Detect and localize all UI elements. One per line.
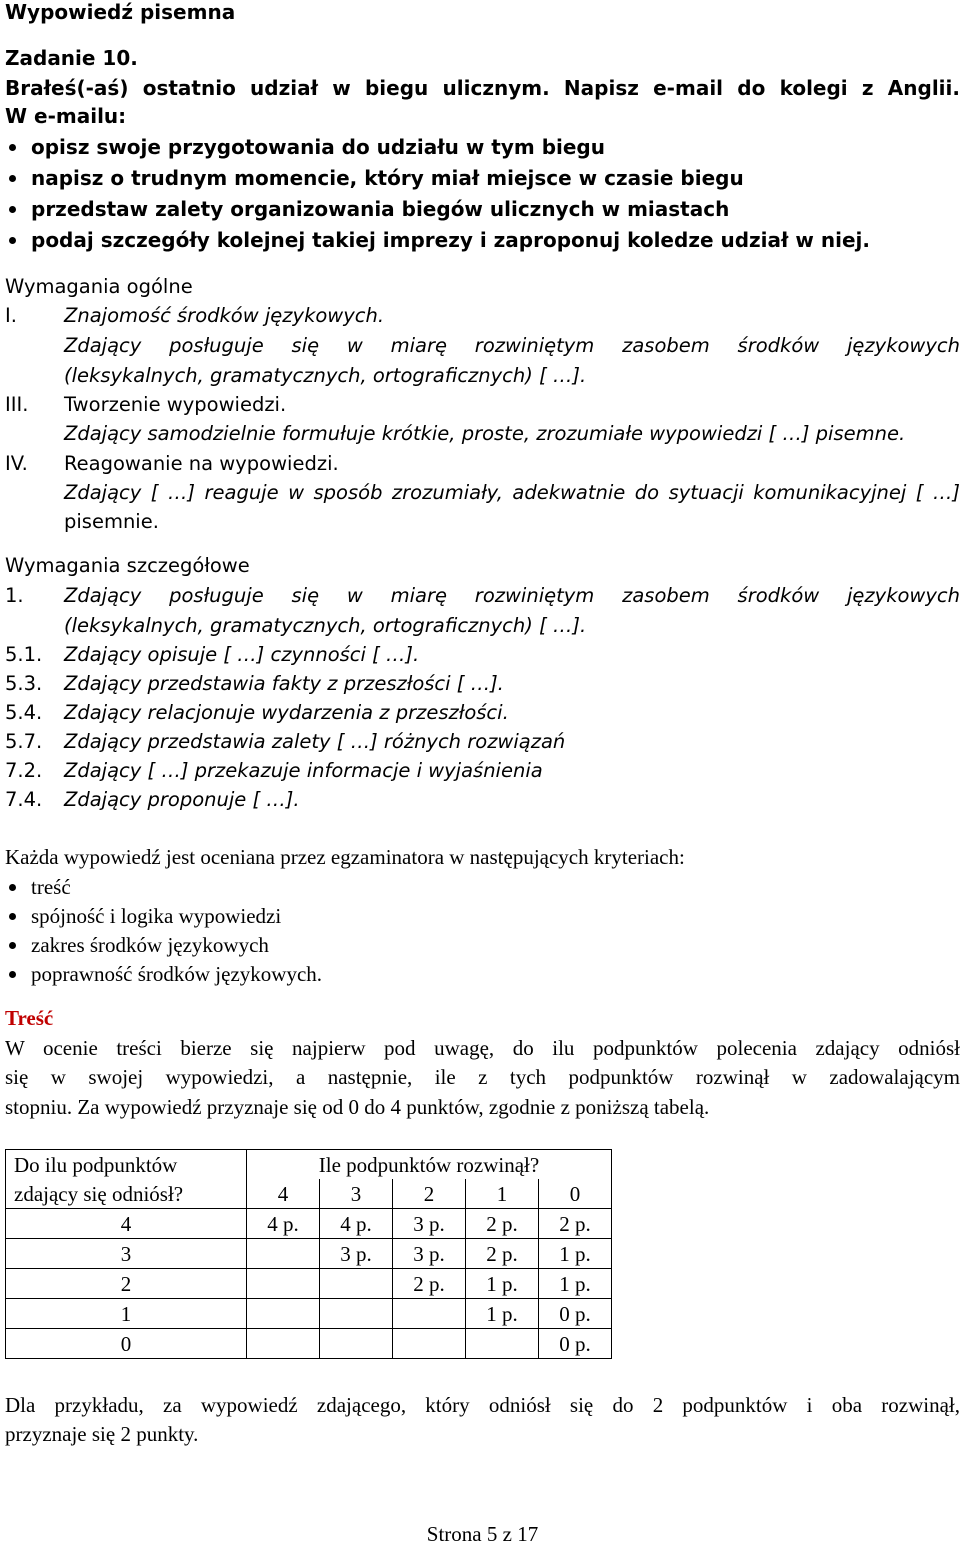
table-cell — [393, 1329, 466, 1359]
task-intro: Brałeś(-aś) ostatnio udział w biegu ulicznym. Napisz e-mail do kolegi z Anglii. — [5, 76, 960, 100]
table-cell: 4 p. — [320, 1209, 393, 1239]
general-item-desc: pisemnie. — [64, 510, 159, 533]
task-point: napisz o trudnym momencie, który miał miejsce w czasie biegu — [5, 163, 960, 193]
bullet-icon — [9, 206, 16, 213]
example-line: Dla przykładu, za wypowiedź zdającego, który odniósł się do 2 podpunktów i oba rozwinął, — [5, 1393, 960, 1417]
bullet-icon — [9, 913, 16, 920]
table-cell: 4 p. — [247, 1209, 320, 1239]
table-cell: 1 p. — [539, 1239, 612, 1269]
bullet-icon — [9, 971, 16, 978]
table-cell: 2 p. — [393, 1269, 466, 1299]
criteria-item: spójność i logika wypowiedzi — [5, 901, 960, 931]
general-item-desc: Zdający posługuje się w miarę rozwiniętym zasobem środków językowych — [64, 334, 960, 357]
task-point: przedstaw zalety organizowania biegów ulicznych w miastach — [5, 194, 960, 224]
table-row — [6, 1269, 612, 1299]
row-header-line1: Do ilu podpunktów — [6, 1150, 247, 1180]
criteria-item: poprawność środków językowych. — [5, 959, 960, 989]
column-number: 3 — [320, 1179, 393, 1209]
task-lead: W e-mailu: — [5, 104, 127, 128]
table-cell — [320, 1329, 393, 1359]
bullet-icon — [9, 942, 16, 949]
row-label: 4 — [6, 1209, 247, 1239]
column-number: 0 — [539, 1179, 612, 1209]
table-cell: 1 p. — [466, 1299, 539, 1329]
criteria-item: zakres środków językowych — [5, 930, 960, 960]
table-cell — [320, 1299, 393, 1329]
bullet-icon — [9, 144, 16, 151]
table-cell — [247, 1239, 320, 1269]
table-cell: 2 p. — [466, 1239, 539, 1269]
detailed-item-text: Zdający posługuje się w miarę rozwiniętym zasobem środków językowych — [64, 584, 960, 607]
task-point: opisz swoje przygotowania do udziału w tym biegu — [5, 132, 960, 162]
table-cell — [320, 1269, 393, 1299]
bullet-icon — [9, 175, 16, 182]
column-number: 4 — [247, 1179, 320, 1209]
table-cell — [393, 1299, 466, 1329]
general-item-desc: (leksykalnych, gramatycznych, ortograficznych) [ …]. — [64, 364, 587, 387]
table-cell: 3 p. — [320, 1239, 393, 1269]
section-heading: Wypowiedź pisemna — [5, 0, 236, 24]
table-row — [6, 1239, 612, 1269]
column-number: 1 — [466, 1179, 539, 1209]
table-cell — [466, 1329, 539, 1359]
table-cell: 2 p. — [539, 1209, 612, 1239]
table-cell: 2 p. — [466, 1209, 539, 1239]
column-header: Ile podpunktów rozwinął? — [247, 1150, 612, 1180]
page-footer: Strona 5 z 17 — [426, 1522, 539, 1546]
general-requirements-title: Wymagania ogólne — [5, 275, 193, 298]
bullet-icon — [9, 237, 16, 244]
table-row — [6, 1209, 612, 1239]
table-cell — [247, 1329, 320, 1359]
content-heading: Treść — [5, 1006, 54, 1030]
scoring-table — [5, 1149, 612, 1359]
table-row — [6, 1329, 612, 1359]
criteria-intro: Każda wypowiedź jest oceniana przez egzaminatora w następujących kryteriach: — [5, 845, 685, 869]
row-label: 2 — [6, 1269, 247, 1299]
row-header-line2: zdający się odniósł? — [6, 1179, 247, 1209]
table-cell: 0 p. — [539, 1299, 612, 1329]
table-cell: 1 p. — [466, 1269, 539, 1299]
table-cell — [247, 1299, 320, 1329]
task-number: Zadanie 10. — [5, 46, 138, 70]
content-paragraph-line: W ocenie treści bierze się najpierw pod uwagę, do ilu podpunktów polecenia zdający odniósł — [5, 1036, 960, 1060]
table-row — [6, 1299, 612, 1329]
row-label: 3 — [6, 1239, 247, 1269]
general-item-desc: Zdający samodzielnie formułuje krótkie, proste, zrozumiałe wypowiedzi [ …] pisemne. — [64, 422, 906, 445]
table-cell: 0 p. — [539, 1329, 612, 1359]
table-cell: 1 p. — [539, 1269, 612, 1299]
content-paragraph-line: się w swojej wypowiedzi, a następnie, ile z tych podpunktów rozwinął w zadowalającym — [5, 1065, 960, 1089]
row-label: 1 — [6, 1299, 247, 1329]
general-item-desc: Zdający [ …] reaguje w sposób zrozumiały, adekwatnie do sytuacji komunikacyjnej [ …] — [64, 481, 960, 504]
table-cell: 3 p. — [393, 1239, 466, 1269]
column-number: 2 — [393, 1179, 466, 1209]
bullet-icon — [9, 884, 16, 891]
content-paragraph-line: stopniu. Za wypowiedź przyznaje się od 0 do 4 punktów, zgodnie z poniższą tabelą. — [5, 1095, 710, 1119]
table-cell: 3 p. — [393, 1209, 466, 1239]
example-line: przyznaje się 2 punkty. — [5, 1422, 199, 1446]
detailed-item-text: (leksykalnych, gramatycznych, ortograficznych) [ …]. — [64, 614, 587, 637]
table-cell — [247, 1269, 320, 1299]
detailed-requirements-title: Wymagania szczegółowe — [5, 554, 250, 577]
criteria-item: treść — [5, 872, 960, 902]
task-point: podaj szczegóły kolejnej takiej imprezy i zaproponuj koledze udział w niej. — [5, 225, 960, 255]
row-label: 0 — [6, 1329, 247, 1359]
